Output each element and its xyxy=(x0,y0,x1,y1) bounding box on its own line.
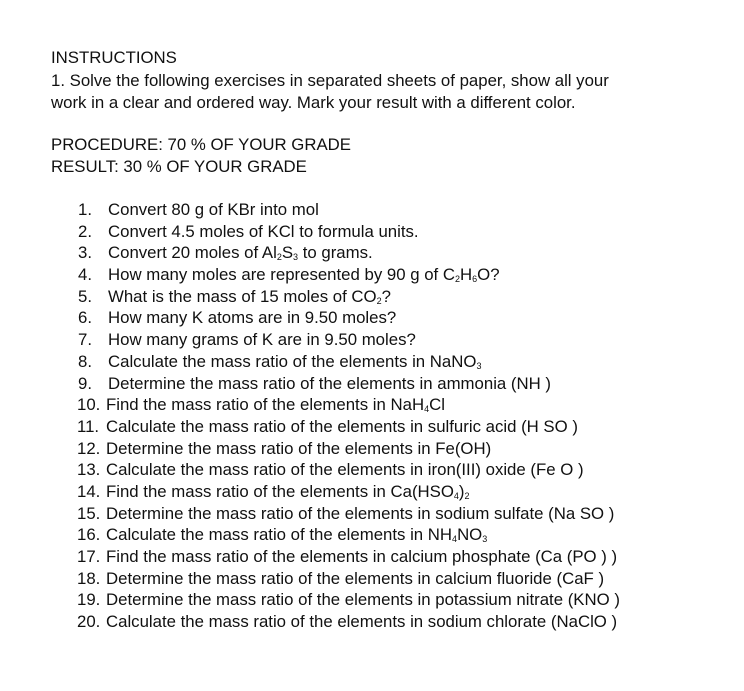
exercise-text xyxy=(108,199,319,221)
exercise-text-part: O? xyxy=(477,265,500,285)
exercise-text-part: Determine the mass ratio of the elements in ammonia (NH ) xyxy=(108,373,552,393)
exercise-text-part: ? xyxy=(381,286,391,306)
exercise-item xyxy=(78,546,620,568)
subscript: 4 xyxy=(453,490,459,501)
exercise-text-part: Calculate the mass ratio of the elements in NaNO xyxy=(108,351,477,371)
exercise-number: 11. xyxy=(77,416,100,436)
exercise-text xyxy=(106,503,614,525)
exercise-text-part: Find the mass ratio of the elements in calcium phosphate (Ca (PO ) ) xyxy=(106,547,618,566)
instructions-title: INSTRUCTIONS xyxy=(51,48,177,67)
exercise-text-part: Convert 20 moles of Al xyxy=(108,243,277,263)
exercise-list xyxy=(78,199,620,633)
exercise-text-part: Calculate the mass ratio of the elements in NH xyxy=(106,525,453,545)
exercise-item xyxy=(78,394,620,416)
procedure-grade: PROCEDURE: 70 % OF YOUR GRADE xyxy=(51,135,351,154)
exercise-text-part: Determine the mass ratio of the elements in sodium sulfate (Na SO ) xyxy=(106,503,615,523)
instruction-line-1: 1. Solve the following exercises in separated sheets of paper, show all your xyxy=(51,71,609,90)
exercise-text xyxy=(106,546,617,568)
exercise-text xyxy=(106,611,617,633)
exercise-number: 17. xyxy=(77,547,101,566)
exercise-text-part: Determine the mass ratio of the elements in calcium fluoride (CaF ) xyxy=(106,568,605,588)
exercise-number: 9. xyxy=(78,373,92,393)
exercise-number: 18. xyxy=(77,568,101,588)
exercise-text xyxy=(108,286,391,308)
exercise-number: 1. xyxy=(78,200,92,219)
exercise-item xyxy=(78,242,620,264)
subscript: 3 xyxy=(482,534,488,545)
exercise-text-part: S xyxy=(281,243,294,263)
exercise-number: 19. xyxy=(77,590,101,610)
exercise-item xyxy=(78,264,620,286)
exercise-number: 13. xyxy=(77,460,101,480)
exercise-item xyxy=(78,503,620,525)
exercise-text xyxy=(108,351,481,373)
exercise-item xyxy=(78,568,620,590)
exercise-text-part: Calculate the mass ratio of the elements in sodium chlorate (NaClO ) xyxy=(106,612,618,632)
exercise-item xyxy=(78,524,620,546)
exercise-text xyxy=(106,568,604,590)
exercise-text-part: Cl xyxy=(429,395,445,415)
exercise-text xyxy=(106,438,491,460)
exercise-text-part: Determine the mass ratio of the elements in potassium nitrate (KNO ) xyxy=(106,590,620,610)
exercise-item xyxy=(78,438,620,460)
exercise-number: 6. xyxy=(78,308,92,328)
exercise-number: 20. xyxy=(77,612,101,632)
exercise-text-part: What is the mass of 15 moles of CO xyxy=(108,286,377,306)
subscript: 2 xyxy=(376,295,382,306)
exercise-text xyxy=(106,589,620,611)
exercise-item xyxy=(78,351,620,373)
exercise-number: 4. xyxy=(78,265,92,285)
exercise-text-part: How many K atoms are in 9.50 moles? xyxy=(108,308,397,328)
instruction-line-2: work in a clear and ordered way. Mark your result with a different color. xyxy=(51,93,576,112)
exercise-text-part: Determine the mass ratio of the elements in Fe(OH) xyxy=(106,438,492,458)
exercise-text xyxy=(108,264,500,286)
exercise-item xyxy=(78,373,620,395)
exercise-number: 2. xyxy=(78,221,92,241)
exercise-item xyxy=(78,416,620,438)
exercise-text-part: NO xyxy=(457,525,483,545)
exercise-number: 10. xyxy=(77,395,101,415)
exercise-item xyxy=(78,611,620,633)
subscript: 4 xyxy=(452,534,458,545)
exercise-text-part: How many grams of K are in 9.50 moles? xyxy=(108,330,416,350)
subscript: 2 xyxy=(464,490,470,501)
exercise-text-part: Convert 4.5 moles of KCl to formula units. xyxy=(108,221,419,241)
exercise-text-part: Calculate the mass ratio of the elements in sulfuric acid (H SO ) xyxy=(106,416,578,436)
result-grade: RESULT: 30 % OF YOUR GRADE xyxy=(51,157,307,176)
subscript: 2 xyxy=(276,252,282,263)
exercise-number: 12. xyxy=(77,438,101,458)
subscript: 4 xyxy=(424,404,430,415)
exercise-text xyxy=(106,524,487,546)
exercise-number: 3. xyxy=(78,243,92,263)
exercise-item xyxy=(78,329,620,351)
exercise-number: 8. xyxy=(78,351,92,371)
exercise-text xyxy=(106,416,578,438)
exercise-text-part: to grams. xyxy=(298,243,373,263)
exercise-item xyxy=(78,286,620,308)
exercise-number: 5. xyxy=(78,286,92,306)
exercise-number: 14. xyxy=(77,481,101,501)
exercise-text xyxy=(108,221,419,243)
exercise-item xyxy=(78,589,620,611)
exercise-text xyxy=(106,481,470,503)
exercise-text xyxy=(108,329,416,351)
subscript: 3 xyxy=(476,360,482,371)
exercise-item xyxy=(78,221,620,243)
subscript: 2 xyxy=(454,274,460,285)
exercise-text-part: Find the mass ratio of the elements in NaH xyxy=(106,395,425,415)
exercise-text-part: How many moles are represented by 90 g of C xyxy=(108,265,455,285)
exercise-text-part: Convert 80 g of KBr into mol xyxy=(108,200,319,219)
exercise-text-part: Find the mass ratio of the elements in Ca(HSO xyxy=(106,481,454,501)
exercise-item xyxy=(78,459,620,481)
exercise-text xyxy=(106,394,445,416)
exercise-text-part: ) xyxy=(458,481,465,501)
exercise-text xyxy=(106,459,584,481)
exercise-number: 15. xyxy=(77,503,101,523)
subscript: 3 xyxy=(293,252,299,263)
exercise-text xyxy=(108,242,373,264)
exercise-item xyxy=(78,307,620,329)
exercise-text xyxy=(108,373,551,395)
exercise-text xyxy=(108,307,396,329)
exercise-text-part: H xyxy=(460,265,473,285)
exercise-text-part: Calculate the mass ratio of the elements in iron(III) oxide (Fe O ) xyxy=(106,460,584,480)
exercise-number: 16. xyxy=(77,525,101,545)
exercise-item xyxy=(78,199,620,221)
subscript: 6 xyxy=(472,274,478,285)
exercise-item xyxy=(78,481,620,503)
exercise-number: 7. xyxy=(78,330,92,350)
